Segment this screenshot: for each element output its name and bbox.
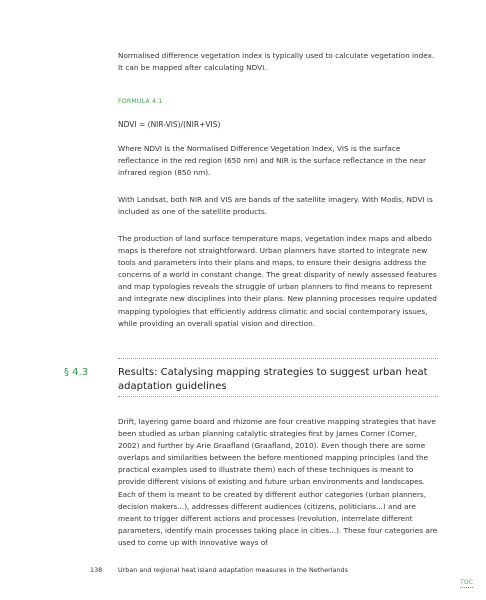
paragraph-landsat-modis: With Landsat, both NIR and VIS are bands of the satellite imagery. With Modis, NDVI is included as one of the satellite products. <box>118 195 433 217</box>
paragraph-mapping-strategies: Drift, layering game board and rhizome are four creative mapping strategies that have been studied as urban planning catalytic strategies first by James Corner (Corner, 2002) and further by Arie Graafland (Graafland, 2010). Even though there are some overlaps and similarities between the before mentioned mapping principles (and the practical examples used to illustrate them) each of these techniques is meant to provide different visions of existing and future urban environments and landscapes. Each of them is meant to be created by different author categories (urban planners, decision makers...), addresses different audiences (citizens, politicians...) and are meant to trigger different actions and processes (revolution, interrelate different parameters, identify main processes taking place in cities...). These four categories are used to come up with innovative ways of <box>118 417 438 547</box>
paragraph-ndvi-intro: Normalised difference vegetation index is typically used to calculate vegetation index. It can be mapped after calculating NDVI. <box>118 51 435 73</box>
footer-page-number: 138 <box>90 566 103 574</box>
section-heading: Results: Catalysing mapping strategies to suggest urban heat adaptation guidelines <box>118 367 428 392</box>
section-rule-bottom <box>118 396 438 397</box>
paragraph-map-production: The production of land surface temperature maps, vegetation index maps and albedo maps is therefore not straightforward. Urban planners have started to integrate new tools and parameters into their plans and maps, to ensure their designs address the concerns of a world in constant change. The great disparity of newly assessed features and map typologies reveals the struggle of urban planners to find means to represent and integrate new disciplines into their plans. New planning processes require updated mapping typologies that efficiently address climatic and social contemporary issues, while providing an overall spatial vision and direction. <box>118 234 437 328</box>
toc-link[interactable]: TOC <box>460 579 473 586</box>
footer-running-title: Urban and regional heat island adaptation measures in the Netherlands <box>118 566 348 574</box>
formula-ndvi: NDVI = (NIR-VIS)/(NIR+VIS) <box>118 120 221 129</box>
formula-label: FORMULA 4.1 <box>118 98 163 105</box>
paragraph-ndvi-definition: Where NDVI is the Normalised Difference Vegetation Index, VIS is the surface reflectance in the red region (650 nm) and NIR is the surface reflectance in the near infrared region (850 nm). <box>118 144 426 178</box>
section-number: § 4.3 <box>64 367 89 378</box>
section-rule-top <box>118 358 438 359</box>
